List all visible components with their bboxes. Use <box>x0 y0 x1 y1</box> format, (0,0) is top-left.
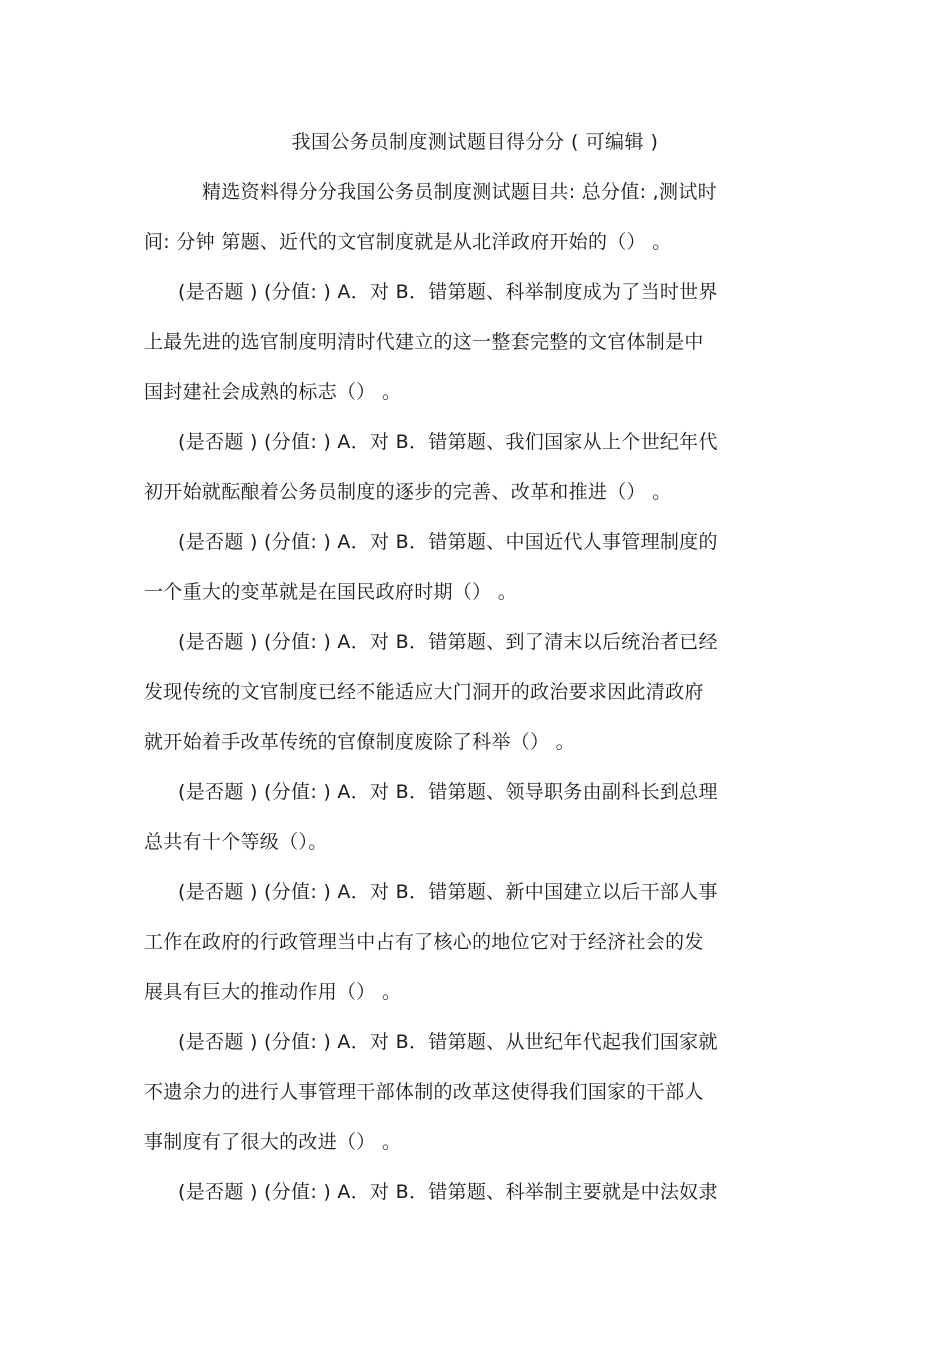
text-line: 不遗余力的进行人事管理干部体制的改革这使得我们国家的干部人 <box>144 1081 704 1103</box>
text-line: (是否题 ) (分值: ) A．对 B．错第题、新中国建立以后干部人事 <box>178 881 718 903</box>
text-line: (是否题 ) (分值: ) A．对 B．错第题、到了清末以后统治者已经 <box>178 631 718 653</box>
text-line: 工作在政府的行政管理当中占有了核心的地位它对于经济社会的发 <box>144 931 704 953</box>
text-line: 国封建社会成熟的标志（） 。 <box>144 381 402 403</box>
text-line: (是否题 ) (分值: ) A．对 B．错第题、领导职务由副科长到总理 <box>178 781 718 803</box>
text-line: 精选资料得分分我国公务员制度测试题目共: 总分值: ,测试时 <box>202 181 717 203</box>
text-line: (是否题 ) (分值: ) A．对 B．错第题、科举制主要就是中法奴隶 <box>178 1181 718 1203</box>
text-line: 发现传统的文官制度已经不能适应大门洞开的政治要求因此清政府 <box>144 681 704 703</box>
text-line: 事制度有了很大的改进（） 。 <box>144 1131 402 1153</box>
text-line: (是否题 ) (分值: ) A．对 B．错第题、科举制度成为了当时世界 <box>178 281 718 303</box>
text-line: 展具有巨大的推动作用（） 。 <box>144 981 402 1003</box>
text-line: 上最先进的选官制度明清时代建立的这一整套完整的文官体制是中 <box>144 331 704 353</box>
text-line: 间: 分钟 第题、近代的文官制度就是从北洋政府开始的（） 。 <box>144 231 672 253</box>
text-line: 初开始就酝酿着公务员制度的逐步的完善、改革和推进（） 。 <box>144 481 672 503</box>
document-body <box>144 178 814 1228</box>
text-line: (是否题 ) (分值: ) A．对 B．错第题、我们国家从上个世纪年代 <box>178 431 718 453</box>
text-line: 总共有十个等级（）。 <box>144 831 328 853</box>
text-line: (是否题 ) (分值: ) A．对 B．错第题、从世纪年代起我们国家就 <box>178 1031 718 1053</box>
document-title: 我国公务员制度测试题目得分分 ( 可编辑 ) <box>291 131 659 153</box>
text-line: (是否题 ) (分值: ) A．对 B．错第题、中国近代人事管理制度的 <box>178 531 718 553</box>
text-line: 一个重大的变革就是在国民政府时期（） 。 <box>144 581 518 603</box>
text-line: 就开始着手改革传统的官僚制度废除了科举（） 。 <box>144 731 575 753</box>
